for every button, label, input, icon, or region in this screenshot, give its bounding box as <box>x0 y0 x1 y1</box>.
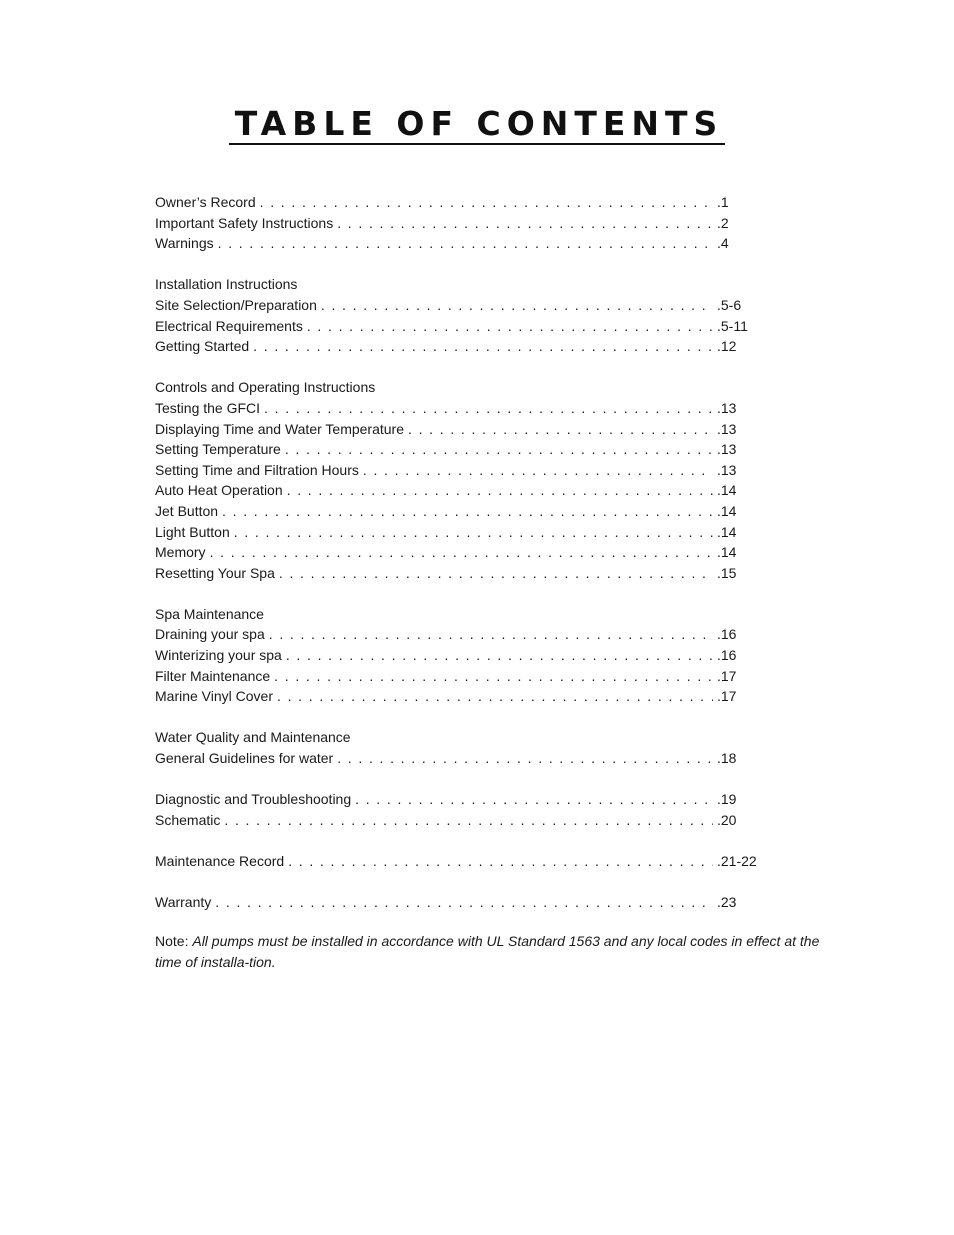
note-text: All pumps must be installed in accordance with UL Standard 1563 and any local codes in effect at the time of installa-tion. <box>155 933 820 970</box>
toc-entry <box>155 460 855 481</box>
toc-entry-page: .4 <box>717 235 729 252</box>
dot-leader <box>337 213 713 234</box>
toc-entry <box>155 563 855 584</box>
dot-leader <box>363 460 713 481</box>
dot-leader <box>408 419 713 440</box>
section-heading: Installation Instructions <box>155 276 298 293</box>
toc-entry-page: .5-6 <box>717 296 742 313</box>
note-prefix: Note: <box>155 933 193 949</box>
dot-leader <box>321 295 713 316</box>
toc-entry-page: .17 <box>717 667 737 684</box>
toc-entry-page: .16 <box>717 647 737 664</box>
dot-leader <box>234 522 713 543</box>
toc-entry <box>155 748 855 769</box>
toc-entry <box>155 233 855 254</box>
toc-entry-label: Winterizing your spa <box>155 647 282 664</box>
toc-entry-label: Schematic <box>155 811 221 828</box>
page-title: TABLE OF CONTENTS <box>0 104 954 145</box>
toc-entry-label: Auto Heat Operation <box>155 482 283 499</box>
toc-entry <box>155 398 855 419</box>
toc-entry <box>155 316 855 337</box>
toc-entry-label: Marine Vinyl Cover <box>155 688 274 705</box>
dot-leader <box>269 624 713 645</box>
toc-entry-page: .20 <box>717 811 737 828</box>
dot-leader <box>286 645 713 666</box>
section-gap <box>155 872 855 893</box>
dot-leader <box>274 666 713 687</box>
toc-entry-page: .13 <box>717 420 737 437</box>
toc-entry-label: Owner’s Record <box>155 194 256 210</box>
dot-leader <box>253 336 713 357</box>
toc-entry-page: .13 <box>717 441 737 458</box>
toc-entry <box>155 295 855 316</box>
toc-entry-page: .17 <box>717 688 737 705</box>
table-of-contents <box>155 192 855 913</box>
dot-leader <box>218 233 713 254</box>
toc-entry <box>155 810 855 831</box>
toc-entry <box>155 645 855 666</box>
toc-entry <box>155 686 855 707</box>
toc-entry-page: .14 <box>717 482 737 499</box>
dot-leader <box>277 686 713 707</box>
toc-entry-page: .13 <box>717 399 737 416</box>
toc-entry <box>155 419 855 440</box>
dot-leader <box>264 398 713 419</box>
toc-entry-label: Getting Started <box>155 338 250 355</box>
section-gap <box>155 583 855 604</box>
toc-entry-label: Draining your spa <box>155 626 265 643</box>
section-gap <box>155 830 855 851</box>
toc-entry-page: .18 <box>717 750 737 767</box>
dot-leader <box>279 563 713 584</box>
toc-entry-page: .14 <box>717 544 737 561</box>
toc-entry-label: Maintenance Record <box>155 853 285 869</box>
dot-leader <box>288 851 713 872</box>
dot-leader <box>222 501 713 522</box>
dot-leader <box>287 480 713 501</box>
section-heading: Controls and Operating Instructions <box>155 379 376 396</box>
toc-entry-page: .5-11 <box>717 317 748 334</box>
section-heading: Spa Maintenance <box>155 605 264 622</box>
section-heading: Water Quality and Maintenance <box>155 729 351 746</box>
toc-entry-label: Diagnostic and Troubleshooting <box>155 791 352 808</box>
installation-note <box>155 931 845 973</box>
toc-entry-page: .23 <box>717 894 737 911</box>
dot-leader <box>210 542 713 563</box>
toc-entry-label: Testing the GFCI <box>155 399 261 416</box>
toc-entry-page: .16 <box>717 626 737 643</box>
toc-entry <box>155 480 855 501</box>
toc-entry-label: Memory <box>155 544 206 561</box>
toc-entry-page: .14 <box>717 502 737 519</box>
toc-entry-page: .13 <box>717 461 737 478</box>
dot-leader <box>307 316 713 337</box>
toc-entry <box>155 439 855 460</box>
toc-entry-page: .1 <box>717 194 729 210</box>
toc-entry-label: Important Safety Instructions <box>155 214 334 231</box>
toc-entry-label: Resetting Your Spa <box>155 564 275 581</box>
dot-leader <box>224 810 713 831</box>
toc-entry <box>155 789 855 810</box>
toc-entry <box>155 336 855 357</box>
toc-entry <box>155 522 855 543</box>
toc-entry <box>155 192 855 213</box>
toc-entry <box>155 542 855 563</box>
toc-entry-page: .2 <box>717 214 729 231</box>
toc-entry-label: Setting Time and Filtration Hours <box>155 461 359 478</box>
toc-entry <box>155 213 855 234</box>
dot-leader <box>215 892 713 913</box>
section-gap <box>155 769 855 790</box>
toc-entry-label: General Guidelines for water <box>155 750 334 767</box>
toc-entry-page: .12 <box>717 338 737 355</box>
toc-entry <box>155 666 855 687</box>
toc-entry-label: Setting Temperature <box>155 441 281 458</box>
toc-entry-page: .19 <box>717 791 737 808</box>
section-gap <box>155 707 855 728</box>
dot-leader <box>355 789 713 810</box>
toc-entry <box>155 624 855 645</box>
toc-entry-label: Warnings <box>155 235 214 252</box>
toc-entry-label: Filter Maintenance <box>155 667 271 684</box>
section-gap <box>155 254 855 275</box>
toc-entry <box>155 892 855 913</box>
section-gap <box>155 357 855 378</box>
toc-entry-page: .14 <box>717 523 737 540</box>
toc-entry-label: Site Selection/Preparation <box>155 296 317 313</box>
toc-entry-label: Displaying Time and Water Temperature <box>155 420 404 437</box>
dot-leader <box>260 192 713 213</box>
dot-leader <box>285 439 713 460</box>
dot-leader <box>337 748 713 769</box>
toc-entry-label: Warranty <box>155 894 212 911</box>
toc-entry-page: .21-22 <box>717 853 757 869</box>
toc-entry <box>155 851 855 872</box>
toc-entry-page: .15 <box>717 564 737 581</box>
toc-entry-label: Jet Button <box>155 502 219 519</box>
toc-entry-label: Light Button <box>155 523 230 540</box>
toc-entry <box>155 501 855 522</box>
toc-entry-label: Electrical Requirements <box>155 317 303 334</box>
